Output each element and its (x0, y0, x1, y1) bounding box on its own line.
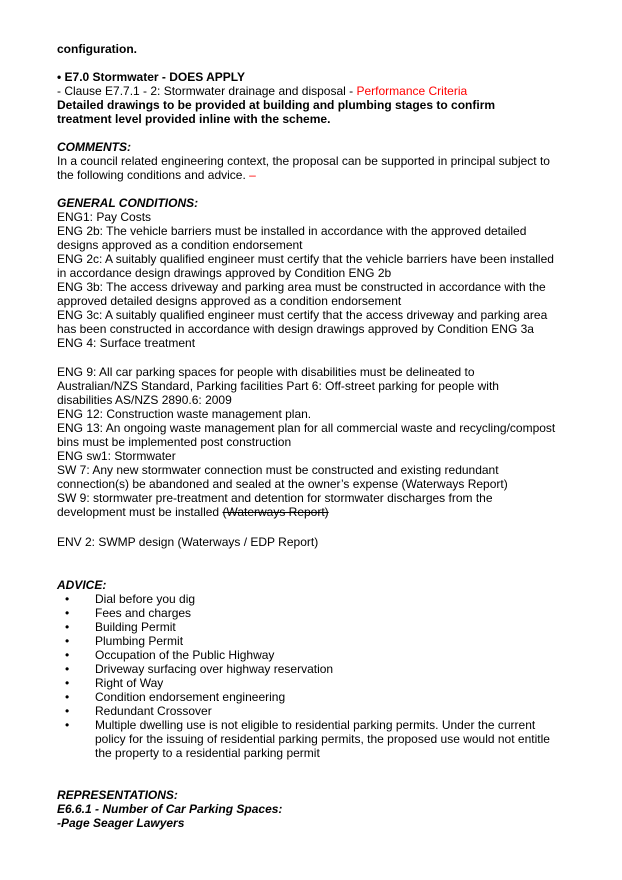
comments-red-dash: – (249, 168, 256, 182)
general-conditions-heading: GENERAL CONDITIONS: (57, 196, 199, 210)
condition-line: ENG 9: All car parking spaces for people with disabilities must be delineated to (57, 365, 475, 379)
representations-subheading: -Page Seager Lawyers (57, 816, 185, 830)
comments-line2-text: the following conditions and advice. (57, 168, 250, 182)
struck-reference: (Waterways Report) (222, 505, 329, 519)
condition-line: SW 7: Any new stormwater connection must be constructed and existing redundant (57, 463, 499, 477)
advice-item: Multiple dwelling use is not eligible to residential parking permits. Under the current (95, 718, 536, 732)
condition-line: ENG 12: Construction waste management plan. (57, 407, 312, 421)
condition-line: ENG 13: An ongoing waste management plan for all commercial waste and recycling/compost (57, 421, 556, 435)
e7-clause (57, 84, 467, 98)
condition-line: approved detailed designs approved as a condition endorsement (57, 294, 402, 308)
representations-subheading: E6.6.1 - Number of Car Parking Spaces: (57, 802, 283, 816)
condition-line: ENG1: Pay Costs (57, 210, 152, 224)
condition-line: ENG sw1: Stormwater (57, 449, 176, 463)
e7-clause-red: Performance Criteria (356, 84, 468, 98)
e7-bold-line: Detailed drawings to be provided at building and plumbing stages to confirm (57, 98, 496, 112)
bullet-icon: • (65, 704, 70, 718)
bullet-icon: • (65, 648, 70, 662)
condition-line: SW 9: stormwater pre-treatment and detention for stormwater discharges from the (57, 491, 493, 505)
bullet-icon: • (65, 634, 70, 648)
advice-item: Redundant Crossover (95, 704, 212, 718)
condition-line: ENG 3b: The access driveway and parking area must be constructed in accordance with the (57, 280, 546, 294)
condition-line: ENG 4: Surface treatment (57, 336, 196, 350)
condition-line: connection(s) be abandoned and sealed at the owner’s expense (Waterways Report) (57, 477, 508, 491)
condition-line: in accordance design drawings approved by Condition ENG 2b (57, 266, 392, 280)
advice-item: Building Permit (95, 620, 176, 634)
bullet-icon: • (65, 606, 70, 620)
sw9-end-text: development must be installed (57, 505, 223, 519)
condition-line: has been constructed in accordance with design drawings approved by Condition ENG 3a (57, 322, 534, 336)
bullet-icon: • (65, 718, 70, 732)
bullet-icon: • (65, 620, 70, 634)
representations-heading: REPRESENTATIONS: (57, 788, 178, 802)
advice-item: Right of Way (95, 676, 164, 690)
comments-line (57, 168, 256, 182)
advice-item: Condition endorsement engineering (95, 690, 286, 704)
condition-line: disabilities AS/NZS 2890.6: 2009 (57, 393, 232, 407)
bullet-icon: • (65, 592, 70, 606)
e7-bold-line: treatment level provided inline with the scheme. (57, 112, 331, 126)
condition-line: ENG 3c: A suitably qualified engineer must certify that the access driveway and parking area (57, 308, 548, 322)
advice-item: Fees and charges (95, 606, 192, 620)
advice-item-continuation: policy for the issuing of residential parking permits, the proposed use would not entitle (95, 732, 550, 746)
advice-heading: ADVICE: (57, 578, 107, 592)
comments-heading: COMMENTS: (57, 140, 131, 154)
bullet-icon: • (65, 690, 70, 704)
advice-item: Plumbing Permit (95, 634, 184, 648)
advice-item-continuation: the property to a residential parking permit (95, 746, 320, 760)
bullet-icon: • (65, 676, 70, 690)
condition-line: Australian/NZS Standard, Parking facilities Part 6: Off-street parking for people with (57, 379, 499, 393)
e7-title: • E7.0 Stormwater - DOES APPLY (57, 70, 246, 84)
condition-line (57, 505, 329, 519)
condition-line: ENG 2b: The vehicle barriers must be installed in accordance with the approved detailed (57, 224, 527, 238)
comments-line: In a council related engineering context, the proposal can be supported in principal subject to (57, 154, 550, 168)
env-condition: ENV 2: SWMP design (Waterways / EDP Report) (57, 535, 319, 549)
advice-item: Occupation of the Public Highway (95, 648, 275, 662)
header-fragment: configuration. (57, 42, 137, 56)
bullet-icon: • (65, 662, 70, 676)
condition-line: ENG 2c: A suitably qualified engineer must certify that the vehicle barriers have been installed (57, 252, 554, 266)
condition-line: bins must be implemented post construction (57, 435, 292, 449)
e7-clause-text: - Clause E7.7.1 - 2: Stormwater drainage and disposal - (57, 84, 357, 98)
advice-item: Driveway surfacing over highway reservation (95, 662, 334, 676)
advice-item: Dial before you dig (95, 592, 196, 606)
condition-line: designs approved as a condition endorsement (57, 238, 303, 252)
